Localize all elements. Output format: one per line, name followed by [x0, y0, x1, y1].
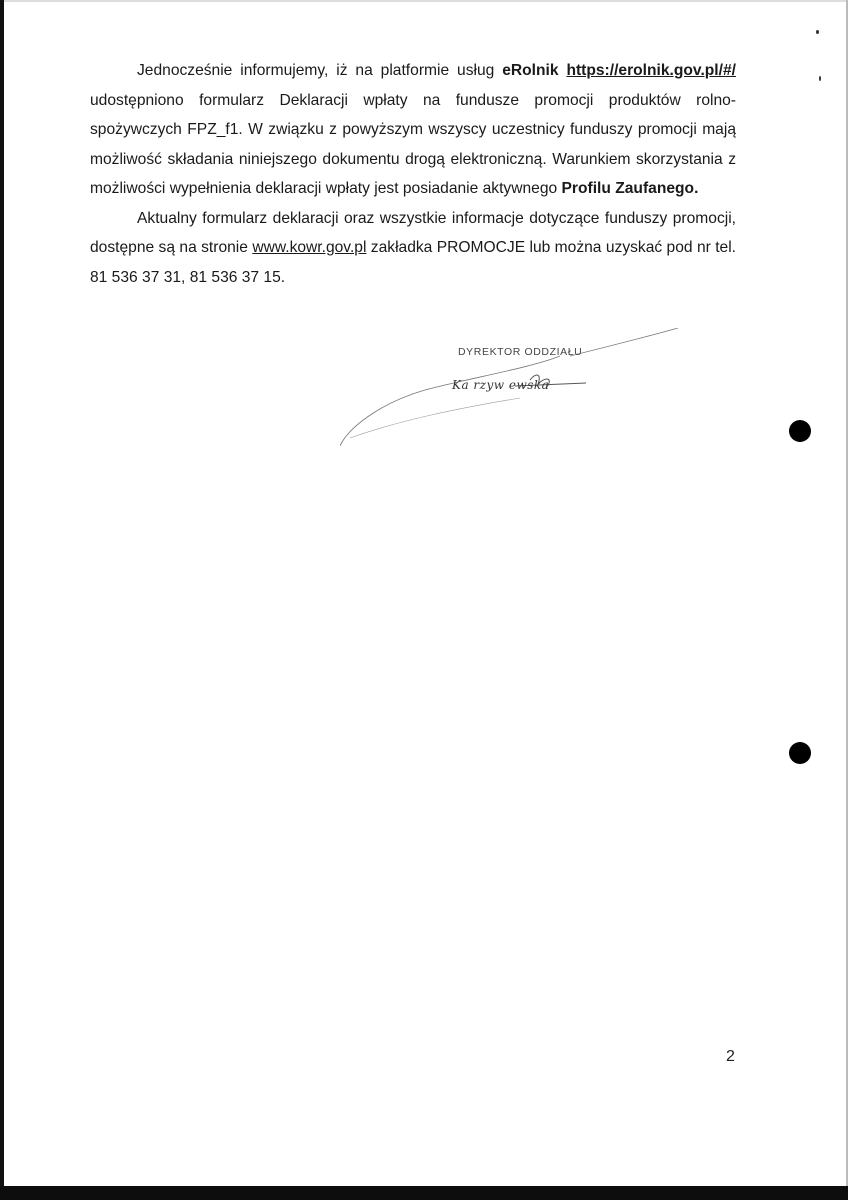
- page-number: 2: [726, 1048, 735, 1065]
- erolnik-link[interactable]: https://erolnik.gov.pl/#/: [566, 62, 736, 79]
- erolnik-brand: eRolnik: [502, 62, 559, 79]
- scan-top-edge: [0, 0, 848, 2]
- scan-speck: [816, 30, 819, 34]
- signature-title: DYREKTOR ODDZIAŁU: [458, 346, 583, 358]
- signature-block: [340, 328, 700, 448]
- paragraph-form-info: Aktualny formularz deklaracji oraz wszystkie informacje dotyczące funduszy promocji, dostępne są na stronie www.kowr.gov.pl zakładka PROMOCJE lub można uzyskać pod nr tel. 81 536 37 31, 81 536 37 15.: [90, 209, 736, 286]
- scan-speck: [819, 76, 821, 81]
- paragraph-erolnik: Jednocześnie informujemy, iż na platformie usług eRolnik https://erolnik.gov.pl/#/ udostępniono formularz Deklaracji wpłaty na fundusze promocji produktów rolno-spożywczych FPZ_f1. W związku z powyższym wszyscy uczestnicy funduszy promocji mają możliwość składania niniejszego dokumentu drogą elektroniczną. Warunkiem skorzystania z możliwości wypełnienia deklaracji wpłaty jest posiadanie aktywnego Profilu Zaufanego.: [90, 62, 736, 197]
- kowr-link[interactable]: www.kowr.gov.pl: [252, 239, 367, 256]
- signature-name: Ka rzyw ewska: [452, 378, 550, 392]
- scan-bottom-edge: [0, 1186, 848, 1200]
- trusted-profile-text: Profilu Zaufanego.: [561, 180, 699, 197]
- punch-hole-top: [789, 420, 811, 442]
- scan-left-edge: [0, 0, 4, 1200]
- letter-body: [90, 56, 736, 292]
- punch-hole-bottom: [789, 742, 811, 764]
